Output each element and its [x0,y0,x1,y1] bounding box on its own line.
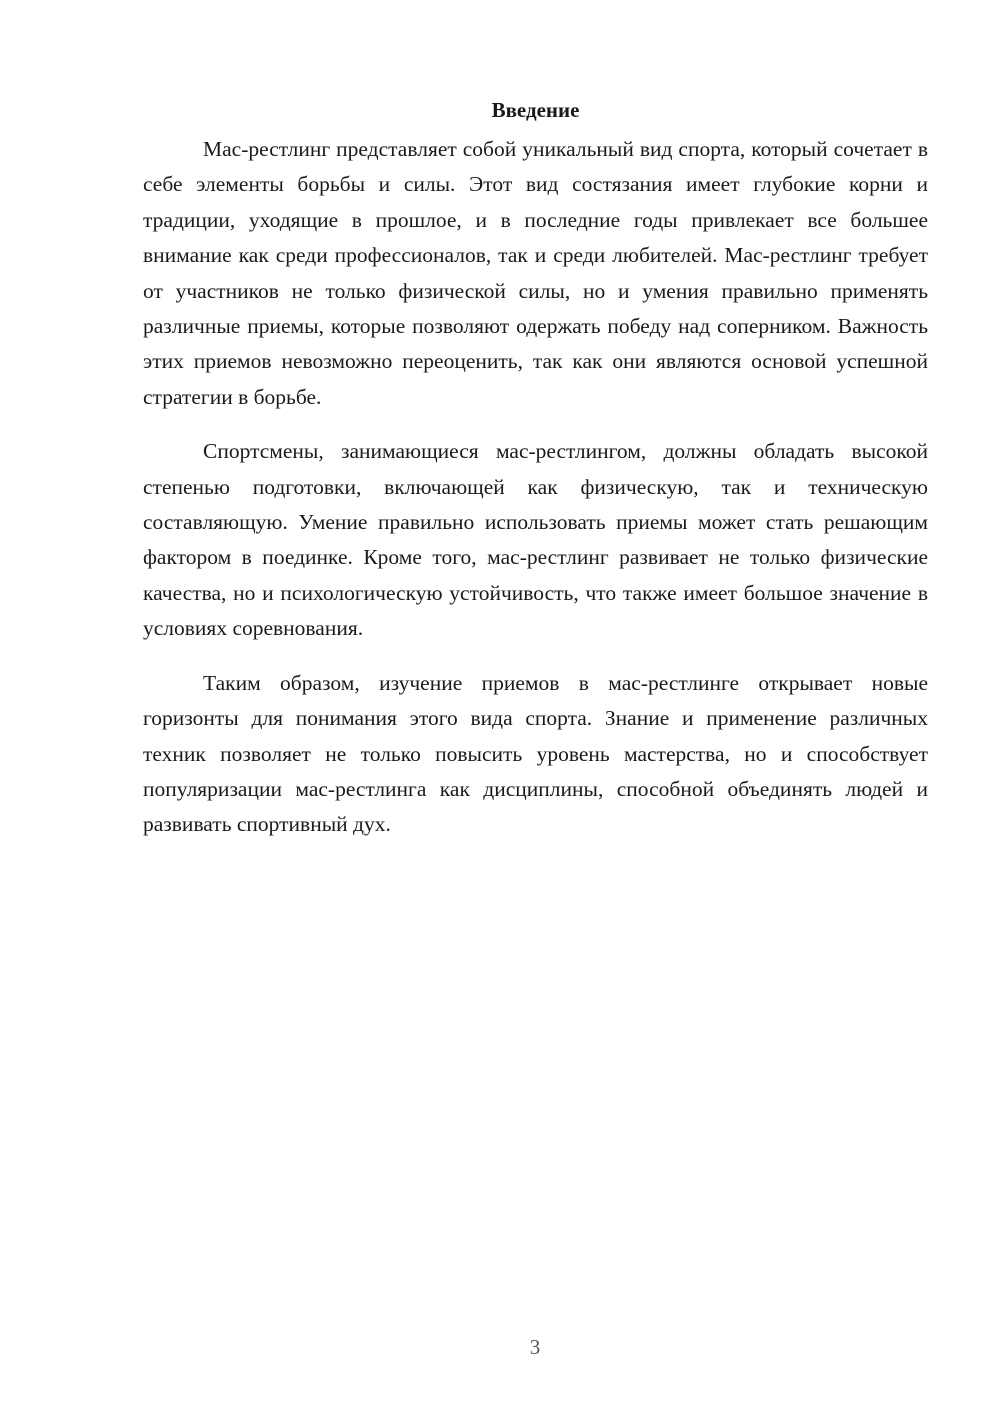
paragraph-3: Таким образом, изучение приемов в мас-рестлинге открывает новые горизонты для понимания этого вида спорта. Знание и применение различных техник позволяет не только повысить уровень мастерства, но и способствует популяризации мас-рестлинга как дисциплины, способной объединять людей и развивать спортивный дух. [143,670,928,837]
section-heading: Введение [491,98,580,122]
paragraph-2: Спортсмены, занимающиеся мас-рестлингом, должны обладать высокой степенью подготовки, включающей как физическую, так и техническую составляющую. Умение правильно использовать приемы может стать решающим фактором в поединке. Кроме того, мас-рестлинг развивает не только физические качества, но и психологическую устойчивость, что также имеет большое значение в условиях соревнования. [143,439,928,641]
page-content [143,93,928,862]
paragraph-1: Мас-рестлинг представляет собой уникальный вид спорта, который сочетает в себе элементы борьбы и силы. Этот вид состязания имеет глубокие корни и традиции, уходящие в прошлое, и в последние годы привлекает все большее внимание как среди профессионалов, так и среди любителей. Мас-рестлинг требует от участников не только физической силы, но и умения правильно применять различные приемы, которые позволяют одержать победу над соперником. Важность этих приемов невозможно переоценить, так как они являются основой успешной стратегии в борьбе. [143,137,928,409]
page-number: 3 [529,1335,541,1359]
